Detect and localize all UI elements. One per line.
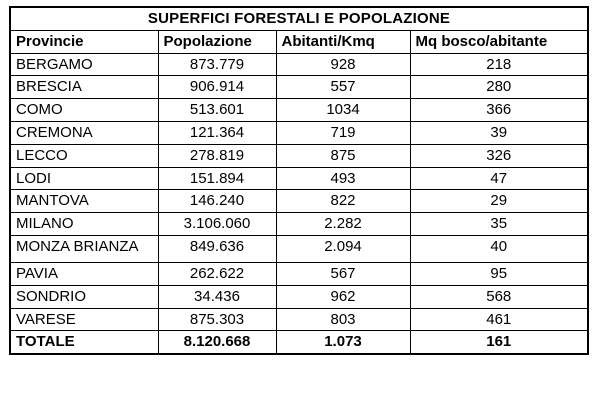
cell-forest-per-person: 40 bbox=[410, 235, 588, 262]
cell-forest-per-person: 35 bbox=[410, 213, 588, 236]
table-row bbox=[10, 144, 588, 167]
cell-forest-per-person: 461 bbox=[410, 308, 588, 331]
cell-province: SONDRIO bbox=[10, 285, 158, 308]
cell-forest-per-person: 326 bbox=[410, 144, 588, 167]
cell-population: 3.106.060 bbox=[158, 213, 276, 236]
cell-forest-per-person: 39 bbox=[410, 121, 588, 144]
cell-population: 121.364 bbox=[158, 121, 276, 144]
cell-province: MONZA BRIANZA bbox=[10, 235, 158, 262]
cell-province: CREMONA bbox=[10, 121, 158, 144]
table-title-row bbox=[10, 7, 588, 30]
table-row bbox=[10, 76, 588, 99]
cell-population: 262.622 bbox=[158, 262, 276, 285]
table-row bbox=[10, 121, 588, 144]
cell-forest-per-person: 280 bbox=[410, 76, 588, 99]
cell-density: 1034 bbox=[276, 99, 410, 122]
table-row bbox=[10, 167, 588, 190]
cell-density: 928 bbox=[276, 53, 410, 76]
cell-density: 2.282 bbox=[276, 213, 410, 236]
cell-province: BERGAMO bbox=[10, 53, 158, 76]
page-title: SUPERFICI FORESTALI E POPOLAZIONE bbox=[10, 7, 588, 30]
column-header-provincie: Provincie bbox=[10, 30, 158, 53]
cell-total-label: TOTALE bbox=[10, 331, 158, 354]
cell-province: LODI bbox=[10, 167, 158, 190]
cell-province: PAVIA bbox=[10, 262, 158, 285]
table-row bbox=[10, 53, 588, 76]
cell-population: 906.914 bbox=[158, 76, 276, 99]
cell-province: BRESCIA bbox=[10, 76, 158, 99]
table-row bbox=[10, 262, 588, 285]
cell-density: 822 bbox=[276, 190, 410, 213]
cell-density: 875 bbox=[276, 144, 410, 167]
cell-density: 493 bbox=[276, 167, 410, 190]
cell-density: 719 bbox=[276, 121, 410, 144]
table-row bbox=[10, 285, 588, 308]
table-total-row bbox=[10, 331, 588, 354]
cell-population: 151.894 bbox=[158, 167, 276, 190]
table-row bbox=[10, 235, 588, 262]
cell-total-population: 8.120.668 bbox=[158, 331, 276, 354]
cell-province: MILANO bbox=[10, 213, 158, 236]
cell-density: 803 bbox=[276, 308, 410, 331]
cell-province: LECCO bbox=[10, 144, 158, 167]
cell-population: 513.601 bbox=[158, 99, 276, 122]
forest-population-table bbox=[9, 6, 589, 355]
cell-forest-per-person: 366 bbox=[410, 99, 588, 122]
table-row bbox=[10, 99, 588, 122]
cell-density: 557 bbox=[276, 76, 410, 99]
column-header-mq-bosco-abitante: Mq bosco/abitante bbox=[410, 30, 588, 53]
table-row bbox=[10, 190, 588, 213]
table-row bbox=[10, 213, 588, 236]
cell-population: 875.303 bbox=[158, 308, 276, 331]
cell-province: COMO bbox=[10, 99, 158, 122]
cell-population: 873.779 bbox=[158, 53, 276, 76]
cell-density: 962 bbox=[276, 285, 410, 308]
cell-province: MANTOVA bbox=[10, 190, 158, 213]
table-header-row bbox=[10, 30, 588, 53]
cell-forest-per-person: 568 bbox=[410, 285, 588, 308]
column-header-popolazione: Popolazione bbox=[158, 30, 276, 53]
cell-population: 146.240 bbox=[158, 190, 276, 213]
cell-forest-per-person: 95 bbox=[410, 262, 588, 285]
table-row bbox=[10, 308, 588, 331]
cell-forest-per-person: 29 bbox=[410, 190, 588, 213]
column-header-abitanti-kmq: Abitanti/Kmq bbox=[276, 30, 410, 53]
cell-total-forest-per-person: 161 bbox=[410, 331, 588, 354]
cell-population: 34.436 bbox=[158, 285, 276, 308]
cell-population: 278.819 bbox=[158, 144, 276, 167]
cell-density: 2.094 bbox=[276, 235, 410, 262]
cell-forest-per-person: 47 bbox=[410, 167, 588, 190]
cell-province: VARESE bbox=[10, 308, 158, 331]
cell-density: 567 bbox=[276, 262, 410, 285]
cell-forest-per-person: 218 bbox=[410, 53, 588, 76]
cell-population: 849.636 bbox=[158, 235, 276, 262]
cell-total-density: 1.073 bbox=[276, 331, 410, 354]
